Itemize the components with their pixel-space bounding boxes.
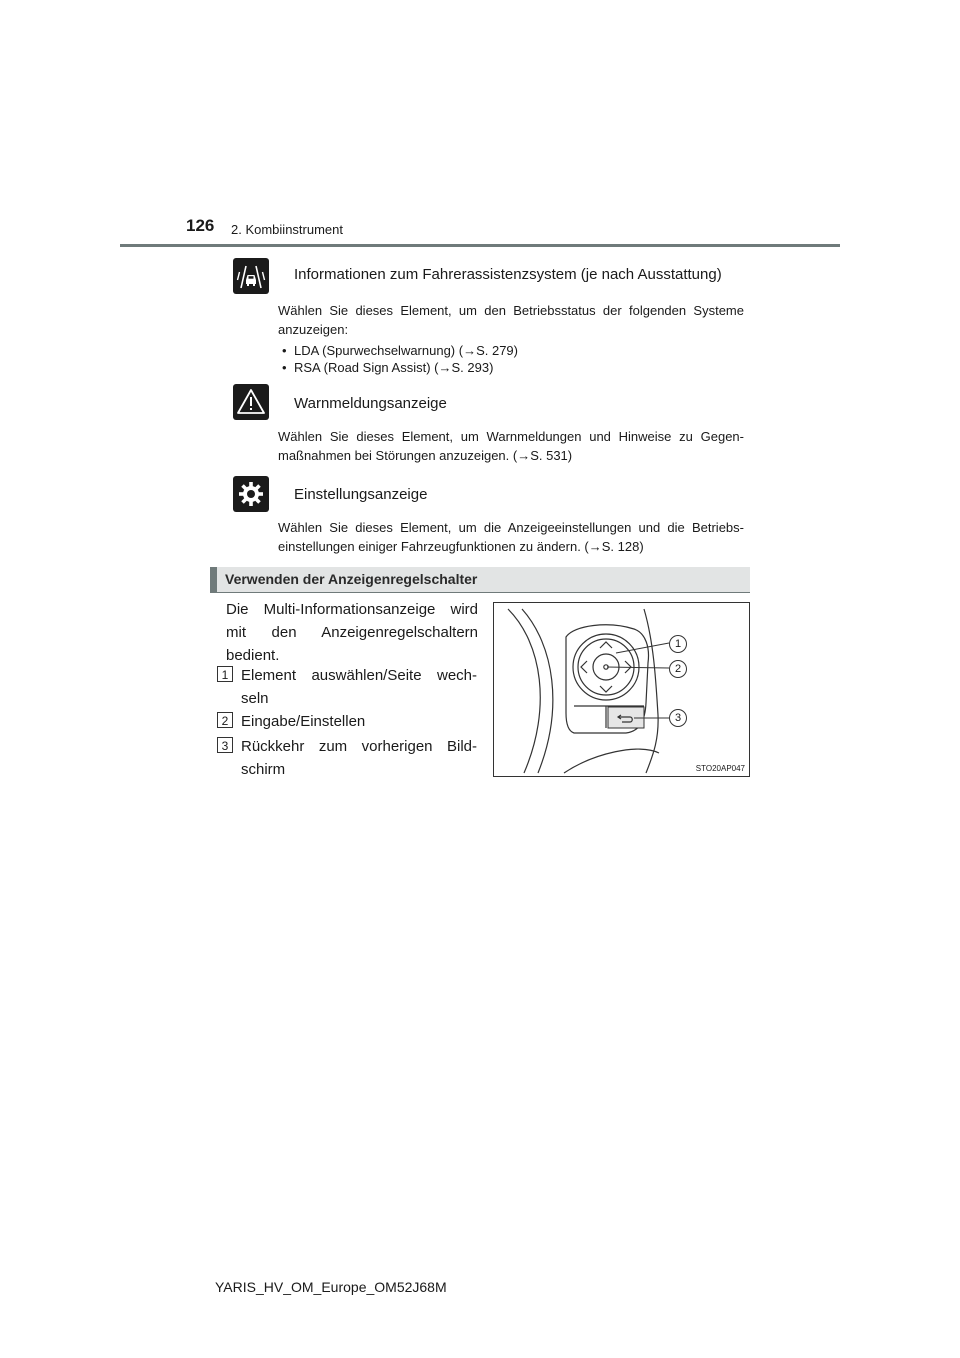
- chapter-title: 2. Kombiinstrument: [231, 222, 343, 237]
- document-id: YARIS_HV_OM_Europe_OM52J68M: [215, 1279, 447, 1295]
- driver-assist-icon: [233, 258, 269, 294]
- number-badge: 2: [217, 712, 233, 728]
- item-description-settings: Wählen Sie dieses Element, um die Anzeigeeinstellungen und die Betriebs-einstellungen einiger Fahrzeugfunktionen zu ändern. (→S. 128): [278, 520, 744, 554]
- item-title-driver-assist: Informationen zum Fahrerassistenzsystem (je nach Ausstattung): [294, 266, 722, 283]
- item-description-warning: Wählen Sie dieses Element, um Warnmeldungen und Hinweise zu Gegen-maßnahmen bei Störungen anzuzeigen. (→S. 531): [278, 429, 744, 463]
- item-title-warning: Warnmeldungsanzeige: [294, 395, 447, 412]
- steering-switch-illustration: [493, 602, 750, 777]
- callout-2: 2: [669, 660, 687, 678]
- numbered-item-text: Eingabe/Einstellen: [241, 713, 366, 730]
- item-description-driver-assist: Wählen Sie dieses Element, um den Betriebsstatus der folgenden Systeme anzuzeigen:: [278, 303, 744, 337]
- warning-triangle-icon: [233, 384, 269, 420]
- page-number: 126: [186, 216, 215, 235]
- section-intro: Die Multi-Informationsanzeige wird mit den Anzeigenregelschaltern bedient.: [226, 601, 478, 664]
- settings-gear-icon: [233, 476, 269, 512]
- system-list: [278, 342, 518, 376]
- item-title-settings: Einstellungsanzeige: [294, 486, 428, 503]
- steering-wheel-drawing: [494, 603, 749, 776]
- list-item: • LDA (Spurwechselwarnung) (→S. 279): [278, 342, 518, 359]
- callout-1: 1: [669, 635, 687, 653]
- numbered-item-text: Rückkehr zum vorherigen Bild-schirm: [241, 738, 477, 778]
- number-badge: 1: [217, 666, 233, 682]
- list-item: • RSA (Road Sign Assist) (→S. 293): [278, 359, 518, 376]
- header-divider: [120, 244, 840, 247]
- number-badge: 3: [217, 737, 233, 753]
- section-header: [210, 567, 750, 593]
- callout-3: 3: [669, 709, 687, 727]
- section-title: Verwenden der Anzeigenregelschalter: [225, 571, 478, 587]
- figure-code: STO20AP047: [695, 764, 745, 773]
- numbered-item-text: Element auswählen/Seite wech-seln: [241, 667, 477, 707]
